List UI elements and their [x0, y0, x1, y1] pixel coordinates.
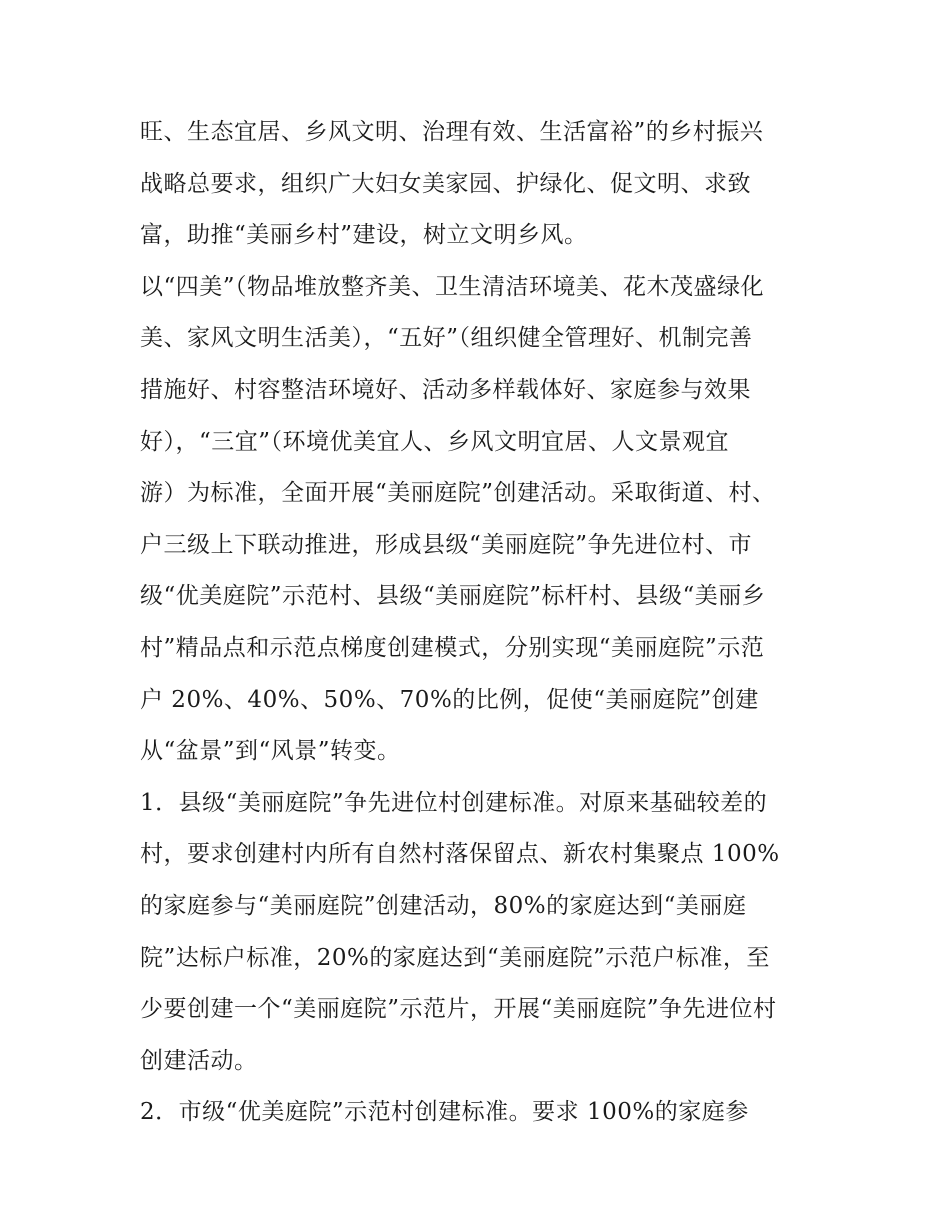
text-line: 户三级上下联动推进，形成县级“美丽庭院”争先进位村、市	[140, 531, 753, 558]
text-line: 级“优美庭院”示范村、县级“美丽庭院”标杆村、县级“美丽乡	[140, 583, 766, 610]
text-line: 户 20%、40%、50%、70%的比例，促使“美丽庭院”创建	[140, 686, 759, 713]
text-line: 少要创建一个“美丽庭院”示范片，开展“美丽庭院”争先进位村	[140, 996, 777, 1023]
text-line: 旺、生态宜居、乡风文明、治理有效、生活富裕”的乡村振兴	[140, 119, 764, 145]
text-line: 游）为标准，全面开展“美丽庭院”创建活动。采取街道、村、	[140, 480, 776, 507]
text-line: 创建活动。	[140, 1047, 258, 1074]
text-line: 措施好、村容整洁环境好、活动多样载体好、家庭参与效果	[140, 376, 751, 403]
text-line: 以“四美”（物品堆放整齐美、卫生清洁环境美、花木茂盛绿化	[140, 273, 765, 300]
text-line: 村，要求创建村内所有自然村落保留点、新农村集聚点 100%	[140, 841, 780, 868]
text-line: 富，助推“美丽乡村”建设，树立文明乡风。	[140, 222, 588, 249]
text-line: 战略总要求，组织广大妇女美家园、护绿化、促文明、求致	[140, 170, 751, 197]
text-line: 从“盆景”到“风景”转变。	[140, 738, 401, 765]
text-line: 村”精品点和示范点梯度创建模式，分别实现“美丽庭院”示范	[140, 634, 765, 661]
numbered-paragraph-line: 2．市级“优美庭院”示范村创建标准。要求 100%的家庭参	[140, 1099, 749, 1126]
text-line: 院”达标户标准，20%的家庭达到“美丽庭院”示范户标准，至	[140, 944, 770, 971]
text-line: 好），“三宜”（环境优美宜人、乡风文明宜居、人文景观宜	[140, 428, 730, 455]
text-line: 的家庭参与“美丽庭院”创建活动，80%的家庭达到“美丽庭	[140, 892, 747, 919]
text-line: 美、家风文明生活美），“五好”（组织健全管理好、机制完善	[140, 325, 753, 352]
numbered-paragraph-line: 1．县级“美丽庭院”争先进位村创建标准。对原来基础较差的	[140, 789, 768, 816]
body-text	[140, 107, 820, 1139]
